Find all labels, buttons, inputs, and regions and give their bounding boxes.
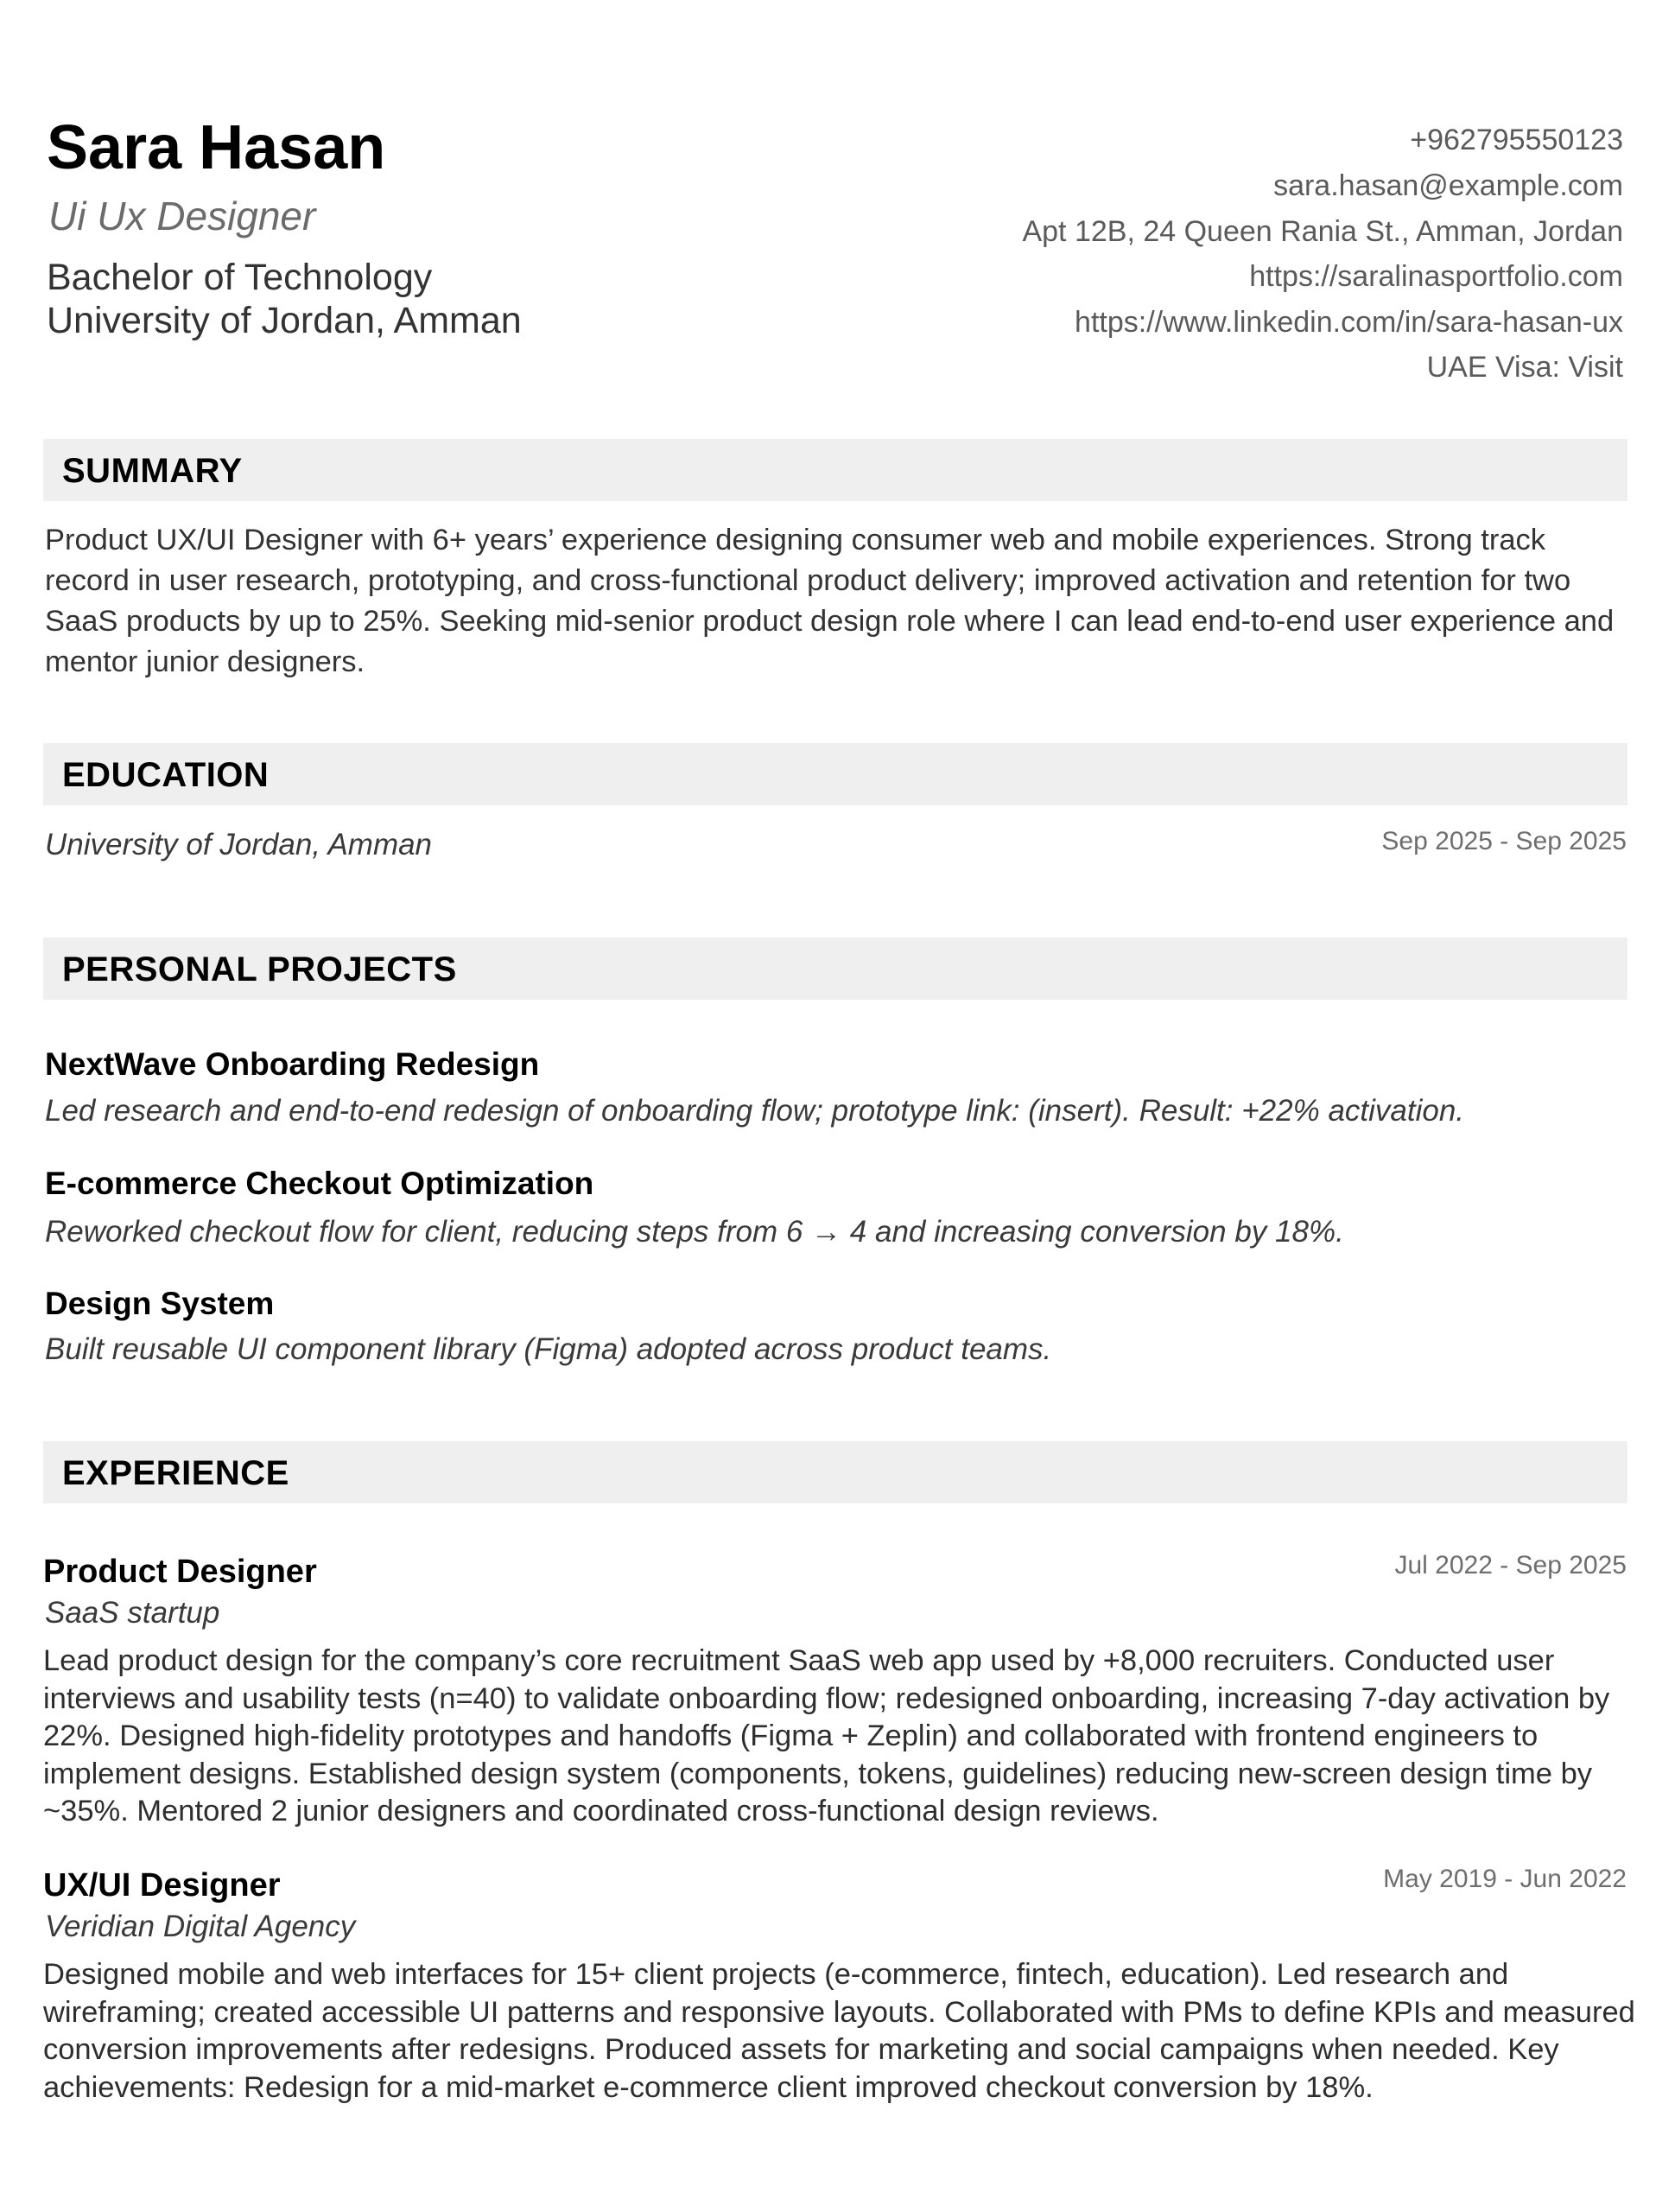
contact-linkedin-link[interactable]: https://www.linkedin.com/in/sara-hasan-ux [1075,306,1623,339]
summary-heading: SUMMARY [62,452,243,490]
contact-email[interactable]: sara.hasan@example.com [1273,169,1623,202]
degree: Bachelor of Technology [47,257,433,298]
summary-heading-bar [43,439,1627,501]
job-description: Lead product design for the company’s core recruitment SaaS web app used by +8,000 recruiters. Conducted user interviews and usability tests (n=40) to validate onboarding flow; redesigned onboarding, increasing 7-day activation by 22%. Designed high-fidelity prototypes and handoffs (Figma + Zeplin) and collaborated with frontend engineers to implement designs. Established design system (components, tokens, guidelines) reducing new-screen design time by ~35%. Mentored 2 junior designers and coordinated cross-functional design reviews. [43,1644,1610,1827]
job-dates: May 2019 - Jun 2022 [1383,1865,1627,1893]
university: University of Jordan, Amman [47,300,522,341]
experience-heading: EXPERIENCE [62,1454,289,1492]
job-title: UX/UI Designer [43,1867,281,1904]
project-title: NextWave Onboarding Redesign [45,1046,540,1082]
job-company: SaaS startup [45,1596,220,1630]
candidate-role: Ui Ux Designer [48,194,316,238]
education-dates: Sep 2025 - Sep 2025 [1381,827,1627,855]
contact-address: Apt 12B, 24 Queen Rania St., Amman, Jordan [1022,215,1623,248]
project-description: Led research and end-to-end redesign of onboarding flow; prototype link: (insert). Result: +22% activation. [45,1094,1465,1128]
job-description: Designed mobile and web interfaces for 15+ client projects (e-commerce, fintech, education). Led research and wireframing; created accessible UI patterns and responsive layouts. Collaborated with PMs to define KPIs and measured conversion improvements after redesigns. Produced assets for marketing and social campaigns when needed. Key achievements: Redesign for a mid-market e-commerce client improved checkout conversion by 18%. [43,1958,1635,2104]
project-title: Design System [45,1286,275,1321]
contact-phone: +962795550123 [1410,124,1623,156]
projects-heading: PERSONAL PROJECTS [62,950,457,988]
experience-heading-bar [43,1441,1627,1503]
job-dates: Jul 2022 - Sep 2025 [1394,1551,1627,1580]
job-title: Product Designer [43,1554,317,1590]
job-company: Veridian Digital Agency [45,1910,356,1943]
education-heading: EDUCATION [62,756,270,794]
projects-heading-bar [43,938,1627,1000]
project-description: Reworked checkout flow for client, reducing steps from 6 → 4 and increasing conversion by 18%. [45,1215,1344,1249]
contact-visa: UAE Visa: Visit [1426,351,1623,384]
candidate-name: Sara Hasan [47,113,386,182]
project-description: Built reusable UI component library (Figma) adopted across product teams. [45,1332,1052,1366]
summary-text: Product UX/UI Designer with 6+ years’ experience designing consumer web and mobile experiences. Strong track record in user research, prototyping, and cross-functional product delivery; improved activation and retention for two SaaS products by up to 25%. Seeking mid-senior product design role where I can lead end-to-end user experience and mentor junior designers. [45,524,1615,678]
project-title: E-commerce Checkout Optimization [45,1166,594,1201]
contact-portfolio-link[interactable]: https://saralinasportfolio.com [1249,260,1623,293]
education-school: University of Jordan, Amman [45,828,433,861]
education-heading-bar [43,743,1627,805]
